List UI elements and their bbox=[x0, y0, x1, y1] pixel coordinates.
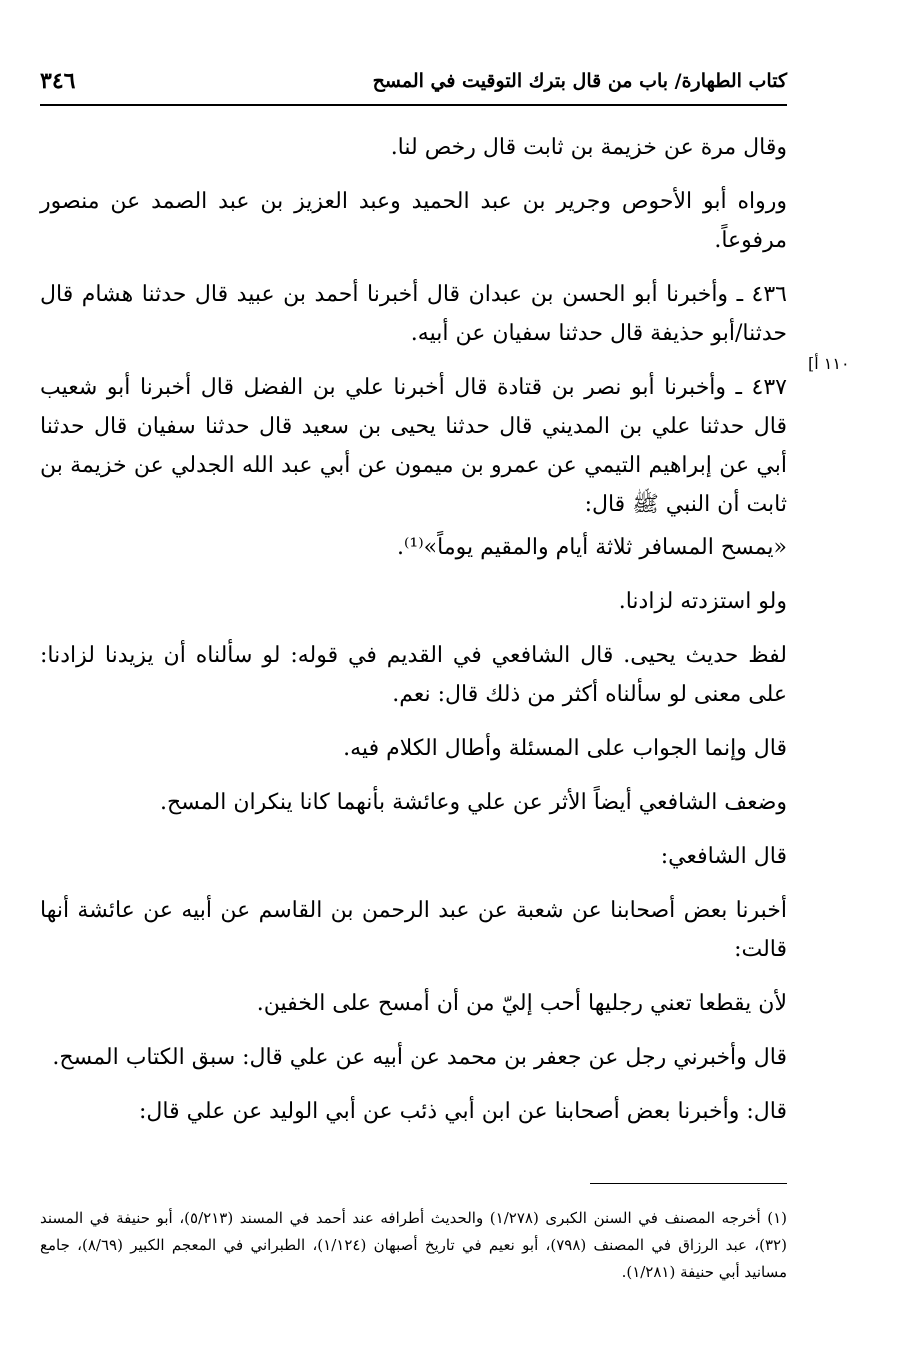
footnote bbox=[40, 1205, 787, 1286]
paragraph: قال الشافعي: bbox=[660, 844, 787, 869]
paragraph: ورواه أبو الأحوص وجرير بن عبد الحميد وعبد العزيز بن عبد الصمد عن منصور مرفوعاً. bbox=[40, 189, 787, 253]
paragraph: وقال مرة عن خزيمة بن ثابت قال رخص لنا. bbox=[390, 135, 787, 160]
paragraph: ولو استزدته لزادنا. bbox=[618, 589, 787, 614]
margin-note: ١١٠ أ] bbox=[808, 354, 850, 373]
paragraph: قال: وأخبرنا بعض أصحابنا عن ابن أبي ذئب عن أبي الوليد عن علي قال: bbox=[138, 1099, 787, 1124]
header-rule bbox=[40, 104, 787, 106]
paragraph: ٤٣٦ ـ وأخبرنا أبو الحسن بن عبدان قال أخبرنا أحمد بن عبيد قال حدثنا هشام قال حدثنا/أبو حذيفة قال حدثنا سفيان عن أبيه. bbox=[40, 282, 787, 346]
footnote-rule bbox=[590, 1183, 787, 1184]
paragraph: أخبرنا بعض أصحابنا عن شعبة عن عبد الرحمن بن القاسم عن أبيه عن عائشة أنها قالت: bbox=[40, 898, 787, 962]
hadith-quote: «يمسح المسافر ثلاثة أيام والمقيم يوماً»⁽¹⁾. bbox=[397, 535, 787, 560]
page-header bbox=[40, 62, 787, 102]
paragraph: ٤٣٧ ـ وأخبرنا أبو نصر بن قتادة قال أخبرنا علي بن الفضل قال أخبرنا أبو شعيب قال حدثنا علي بن المديني قال حدثنا يحيى بن سعيد قال حدثنا سفيان قال حدثنا أبي عن إبراهيم التيمي عن عمرو بن ميمون عن أبي عبد الله الجدلي عن خزيمة بن ثابت أن النبي ﷺ قال: bbox=[40, 375, 787, 517]
paragraph: وضعف الشافعي أيضاً الأثر عن علي وعائشة بأنهما كانا ينكران المسح. bbox=[160, 790, 787, 815]
main-text bbox=[40, 128, 787, 1146]
running-title: كتاب الطهارة/ باب من قال بترك التوقيت في المسح bbox=[372, 70, 787, 92]
page-number: ٣٤٦ bbox=[40, 68, 76, 94]
footnote-text: (١) أخرجه المصنف في السنن الكبرى (١/٢٧٨) والحديث أطرافه عند أحمد في المسند (٥/٢١٣)، أبو حنيفة في المسند (٣٢)، عبد الرزاق في المصنف (٧٩٨)، أبو نعيم في تاريخ أصبهان (١/١٢٤)، الطبراني في المعجم الكبير (٨/٦٩)، جامع مسانيد أبي حنيفة (١/٢٨١). bbox=[40, 1209, 787, 1281]
paragraph: لأن يقطعا تعني رجليها أحب إليّ من أن أمسح على الخفين. bbox=[256, 991, 787, 1016]
paragraph: لفظ حديث يحيى. قال الشافعي في القديم في قوله: لو سألناه أن يزيدنا لزادنا: على معنى لو سألناه أكثر من ذلك قال: نعم. bbox=[40, 643, 788, 707]
paragraph: قال وأخبرني رجل عن جعفر بن محمد عن أبيه عن علي قال: سبق الكتاب المسح. bbox=[52, 1045, 787, 1070]
paragraph: قال وإنما الجواب على المسئلة وأطال الكلام فيه. bbox=[343, 736, 787, 761]
